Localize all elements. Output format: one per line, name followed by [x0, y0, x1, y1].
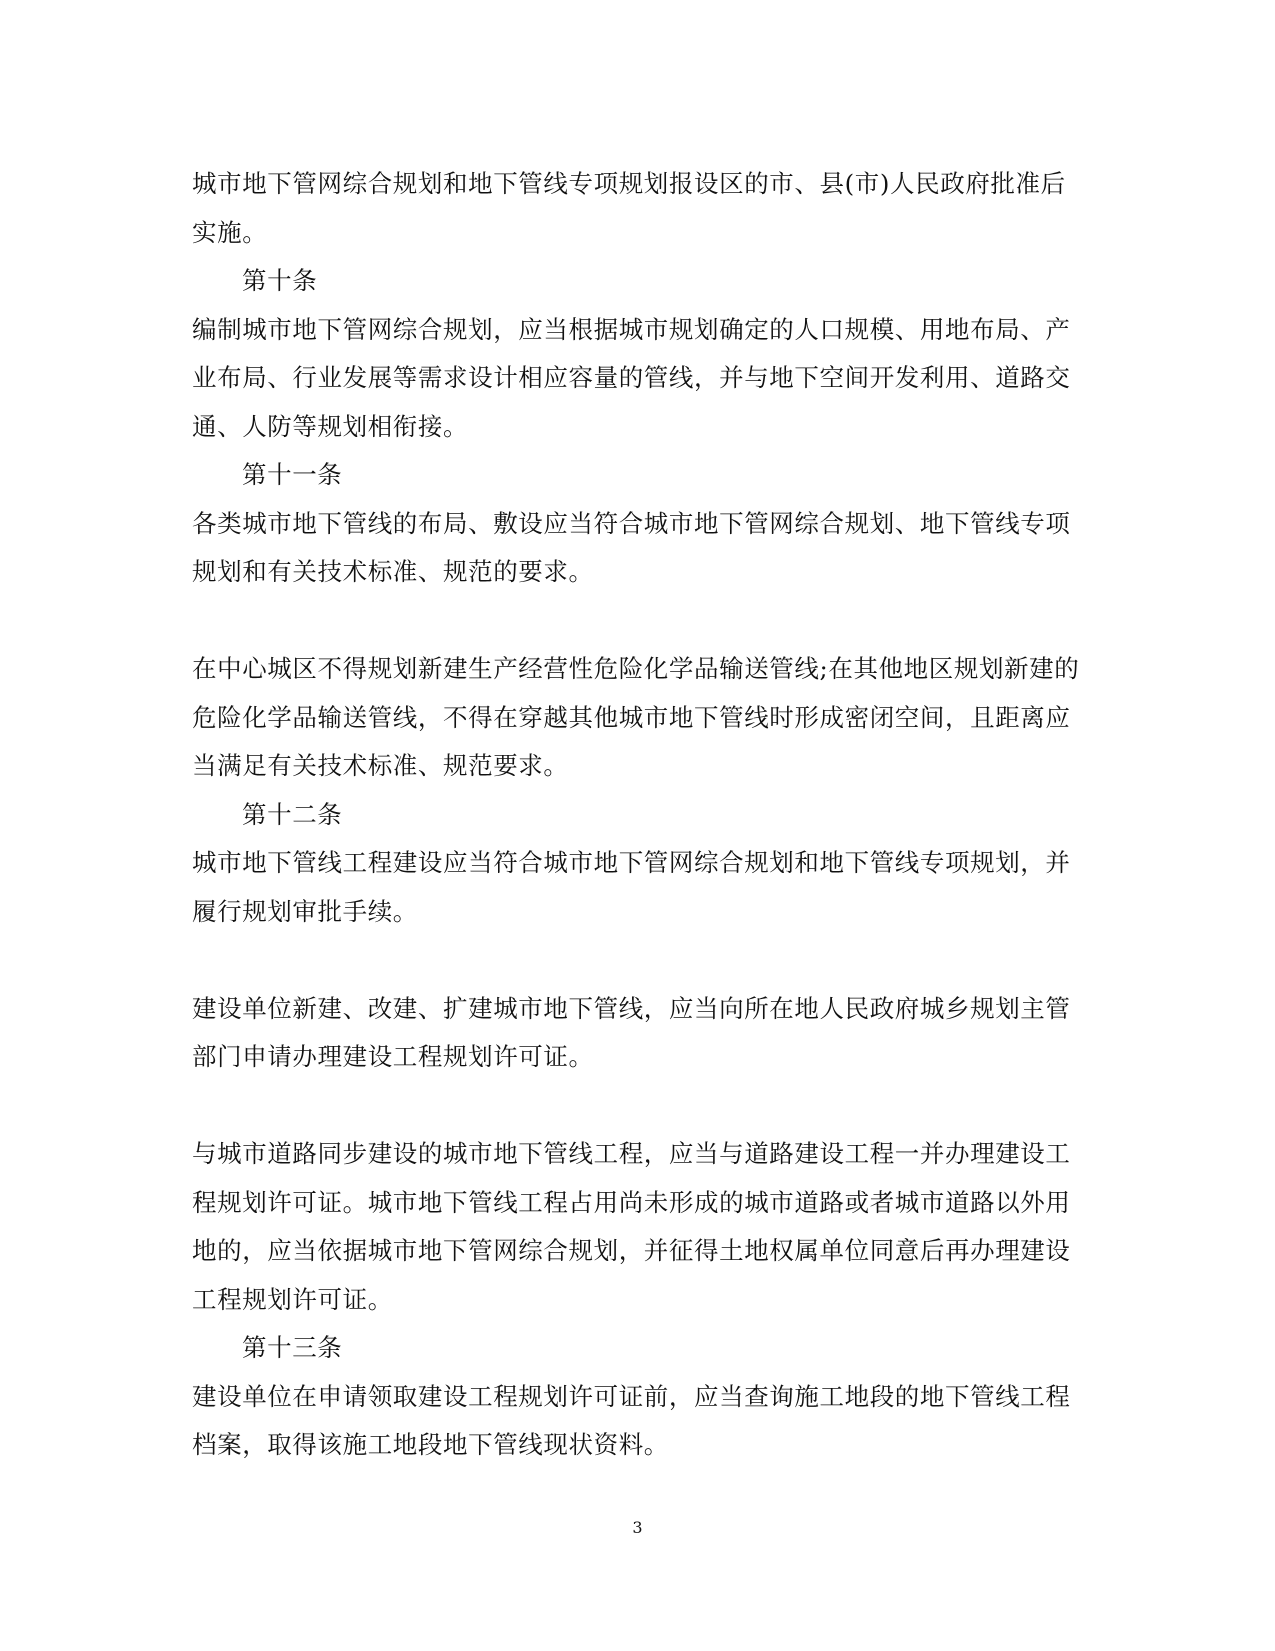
page-number: 3 [632, 1518, 643, 1537]
text-line: 地的，应当依据城市地下管网综合规划，并征得土地权属单位同意后再办理建设 [192, 1236, 1071, 1265]
text-line: 工程规划许可证。 [192, 1284, 393, 1314]
text-line: 当满足有关技术标准、规范要求。 [192, 751, 569, 780]
text-line: 建设单位新建、改建、扩建城市地下管线，应当向所在地人民政府城乡规划主管 [192, 993, 1071, 1023]
text-line: 部门申请办理建设工程规划许可证。 [192, 1042, 594, 1071]
text-line: 实施。 [192, 217, 268, 247]
text-line: 履行规划审批手续。 [192, 896, 418, 926]
text-line: 程规划许可证。城市地下管线工程占用尚未形成的城市道路或者城市道路以外用 [192, 1187, 1071, 1217]
paragraph-gap [192, 936, 1082, 985]
document-body [192, 160, 1082, 1470]
article-heading: 第十二条 [242, 799, 343, 829]
paragraph-gap [192, 1082, 1082, 1131]
article-heading: 第十一条 [242, 460, 343, 489]
text-line: 编制城市地下管网综合规划，应当根据城市规划确定的人口规模、用地布局、产 [192, 314, 1071, 344]
text-line: 档案，取得该施工地段地下管线现状资料。 [192, 1430, 669, 1459]
text-line: 城市地下管网综合规划和地下管线专项规划报设区的市、县(市)人民政府批准后 [192, 169, 1066, 198]
text-line: 通、人防等规划相衔接。 [192, 411, 469, 441]
text-line: 业布局、行业发展等需求设计相应容量的管线，并与地下空间开发利用、道路交 [192, 363, 1071, 392]
text-line: 各类城市地下管线的布局、敷设应当符合城市地下管网综合规划、地下管线专项 [192, 508, 1071, 538]
article-heading: 第十三条 [242, 1333, 343, 1362]
text-line: 危险化学品输送管线，不得在穿越其他城市地下管线时形成密闭空间，且距离应 [192, 702, 1071, 732]
text-line: 规划和有关技术标准、规范的要求。 [192, 557, 594, 586]
text-line: 与城市道路同步建设的城市地下管线工程，应当与道路建设工程一并办理建设工 [192, 1139, 1071, 1168]
text-line: 建设单位在申请领取建设工程规划许可证前，应当查询施工地段的地下管线工程 [192, 1381, 1071, 1411]
text-line: 在中心城区不得规划新建生产经营性危险化学品输送管线;在其他地区规划新建的 [192, 654, 1080, 683]
article-heading: 第十条 [242, 266, 318, 295]
paragraph-gap [192, 597, 1082, 646]
text-line: 城市地下管线工程建设应当符合城市地下管网综合规划和地下管线专项规划，并 [192, 848, 1071, 877]
